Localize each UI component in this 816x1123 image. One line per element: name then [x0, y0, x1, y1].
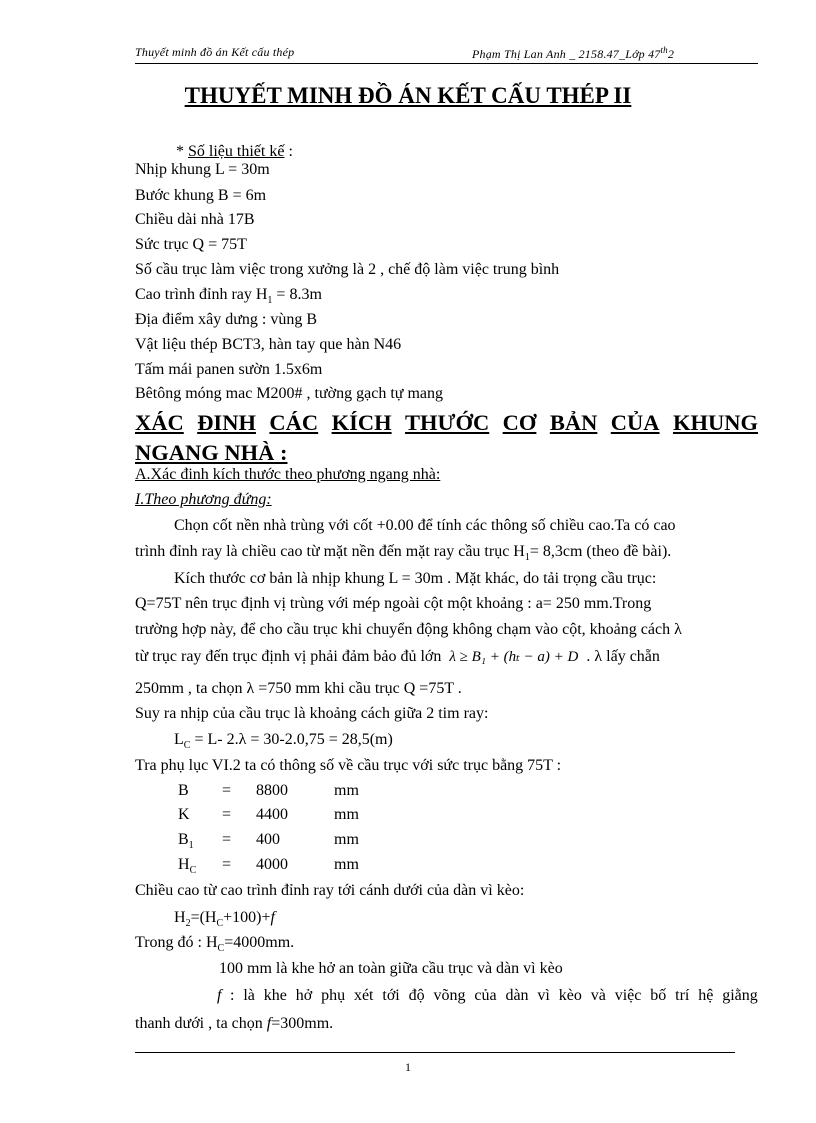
crane-unit: mm [334, 856, 359, 873]
page-number: 1 [405, 1060, 411, 1074]
para2-line3: trường hợp này, để cho cầu trục khi chuyển động không chạm vào cột, khoảng cách λ [135, 621, 682, 638]
crane-unit: mm [334, 782, 359, 799]
design-buoc: Bước khung B = 6m [135, 187, 267, 204]
design-so-cau-truc: Số cầu trục làm việc trong xưởng là 2 , chế độ làm việc trung bình [135, 261, 560, 278]
design-cao-trinh: Cao trình đỉnh ray $H_1 = 8.3m$ [135, 286, 322, 307]
f-explanation-line2: thanh dưới , ta chọn f=300mm. [135, 1015, 334, 1032]
crane-eq: = [222, 806, 232, 823]
design-tam-mai: Tấm mái panen sườn 1.5x6m [135, 361, 323, 378]
design-data-heading: * Số liệu thiết kế : [176, 143, 293, 160]
crane-sym-b: B [178, 782, 189, 799]
header-rule [135, 63, 758, 64]
crane-unit: mm [334, 831, 359, 848]
tra-phu-luc-line: Tra phụ lục VI.2 ta có thông số về cầu trục với sức trục bằng 75T : [135, 757, 562, 774]
design-betong: Bêtông móng mac M200# , tường gạch tự mang [135, 385, 443, 402]
crane-sym-hc: $H_C$ [178, 856, 197, 877]
crane-eq: = [222, 831, 232, 848]
para2-line2: Q=75T nên trục định vị trùng với mép ngoài cột một khoảng : a= 250 mm.Trong [135, 595, 652, 612]
design-nhip: Nhịp khung L = 30m [135, 161, 270, 178]
design-suc-truc: Sức trục Q = 75T [135, 236, 247, 253]
suy-ra-line: Suy ra nhịp của cầu trục là khoảng cách giữa 2 tim ray: [135, 705, 489, 722]
crane-val: 8800 [256, 782, 288, 799]
design-dia-diem: Địa điểm xây dưng : vùng B [135, 311, 317, 328]
subheading-i: I.Theo phương đứng: [135, 491, 272, 508]
lc-formula: $L_C = L-$ 2.λ = 30-2.0,75 = 28,5(m) [174, 731, 393, 752]
para1-line1: Chọn cốt nền nhà trùng với cốt +0.00 để tính các thông số chiều cao.Ta có cao [174, 517, 676, 534]
subheading-a: A.Xác đinh kích thước theo phương ngang nhà: [135, 466, 441, 483]
para2-line5: 250mm , ta chọn λ =750 mm khi cầu trục Q =75T . [135, 680, 462, 697]
trong-do-line: Trong đó : $H_C=4000mm$. [135, 934, 295, 955]
height-line1: Chiều cao từ cao trình đỉnh ray tới cánh dưới của dàn vì kèo: [135, 882, 525, 899]
design-vat-lieu: Vật liệu thép BCT3, hàn tay que hàn N46 [135, 336, 402, 353]
para1-line2: trình đỉnh ray là chiều cao từ mặt nền đến mặt ray cầu trục $H_1= 8,3cm$ (theo đề bài). [135, 543, 672, 564]
section-heading-line2: NGANG NHÀ : [135, 440, 288, 465]
crane-unit: mm [334, 806, 359, 823]
para2-line1: Kích thước cơ bản là nhịp khung L = 30m . Mặt khác, do tải trọng cầu trục: [174, 570, 657, 587]
crane-val: 400 [256, 831, 280, 848]
f-symbol: f [217, 987, 222, 1004]
running-header-right: Phạm Thị Lan Anh _ 2158.47_Lớp 47th2 [472, 45, 675, 61]
h2-formula: $H_2=(H_C+100)+f$ [174, 909, 275, 930]
section-heading-line1: XÁC ĐINH CÁC KÍCH THƯỚC CƠ BẢN CỦA KHUNG [135, 410, 758, 435]
khe-ho-100-line: 100 mm là khe hở an toàn giữa cầu trục và dàn vì kèo [219, 960, 563, 977]
running-header-left: Thuyết minh đồ án Kết cấu thép [135, 45, 295, 59]
footer-rule [135, 1052, 735, 1053]
f-explanation-line1: : là khe hở phụ xét tới độ võng của dàn vì kèo và việc bố trí hệ giằng [230, 987, 758, 1004]
crane-val: 4400 [256, 806, 288, 823]
crane-eq: = [222, 856, 232, 873]
para2-line4: từ trục ray đến trục định vị phải đảm bảo đủ lớn λ ≥ B₁ + (hₜ − a) + D . λ lấy chẵn [135, 648, 660, 665]
crane-sym-k: K [178, 806, 190, 823]
page-title: THUYẾT MINH ĐỒ ÁN KẾT CẤU THÉP II [184, 83, 632, 108]
lambda-formula: λ ≥ B₁ + (hₜ − a) + D [449, 649, 579, 665]
crane-eq: = [222, 782, 232, 799]
design-chieu-dai: Chiều dài nhà 17B [135, 211, 255, 228]
crane-sym-b1: $B_1$ [178, 831, 194, 852]
crane-val: 4000 [256, 856, 288, 873]
